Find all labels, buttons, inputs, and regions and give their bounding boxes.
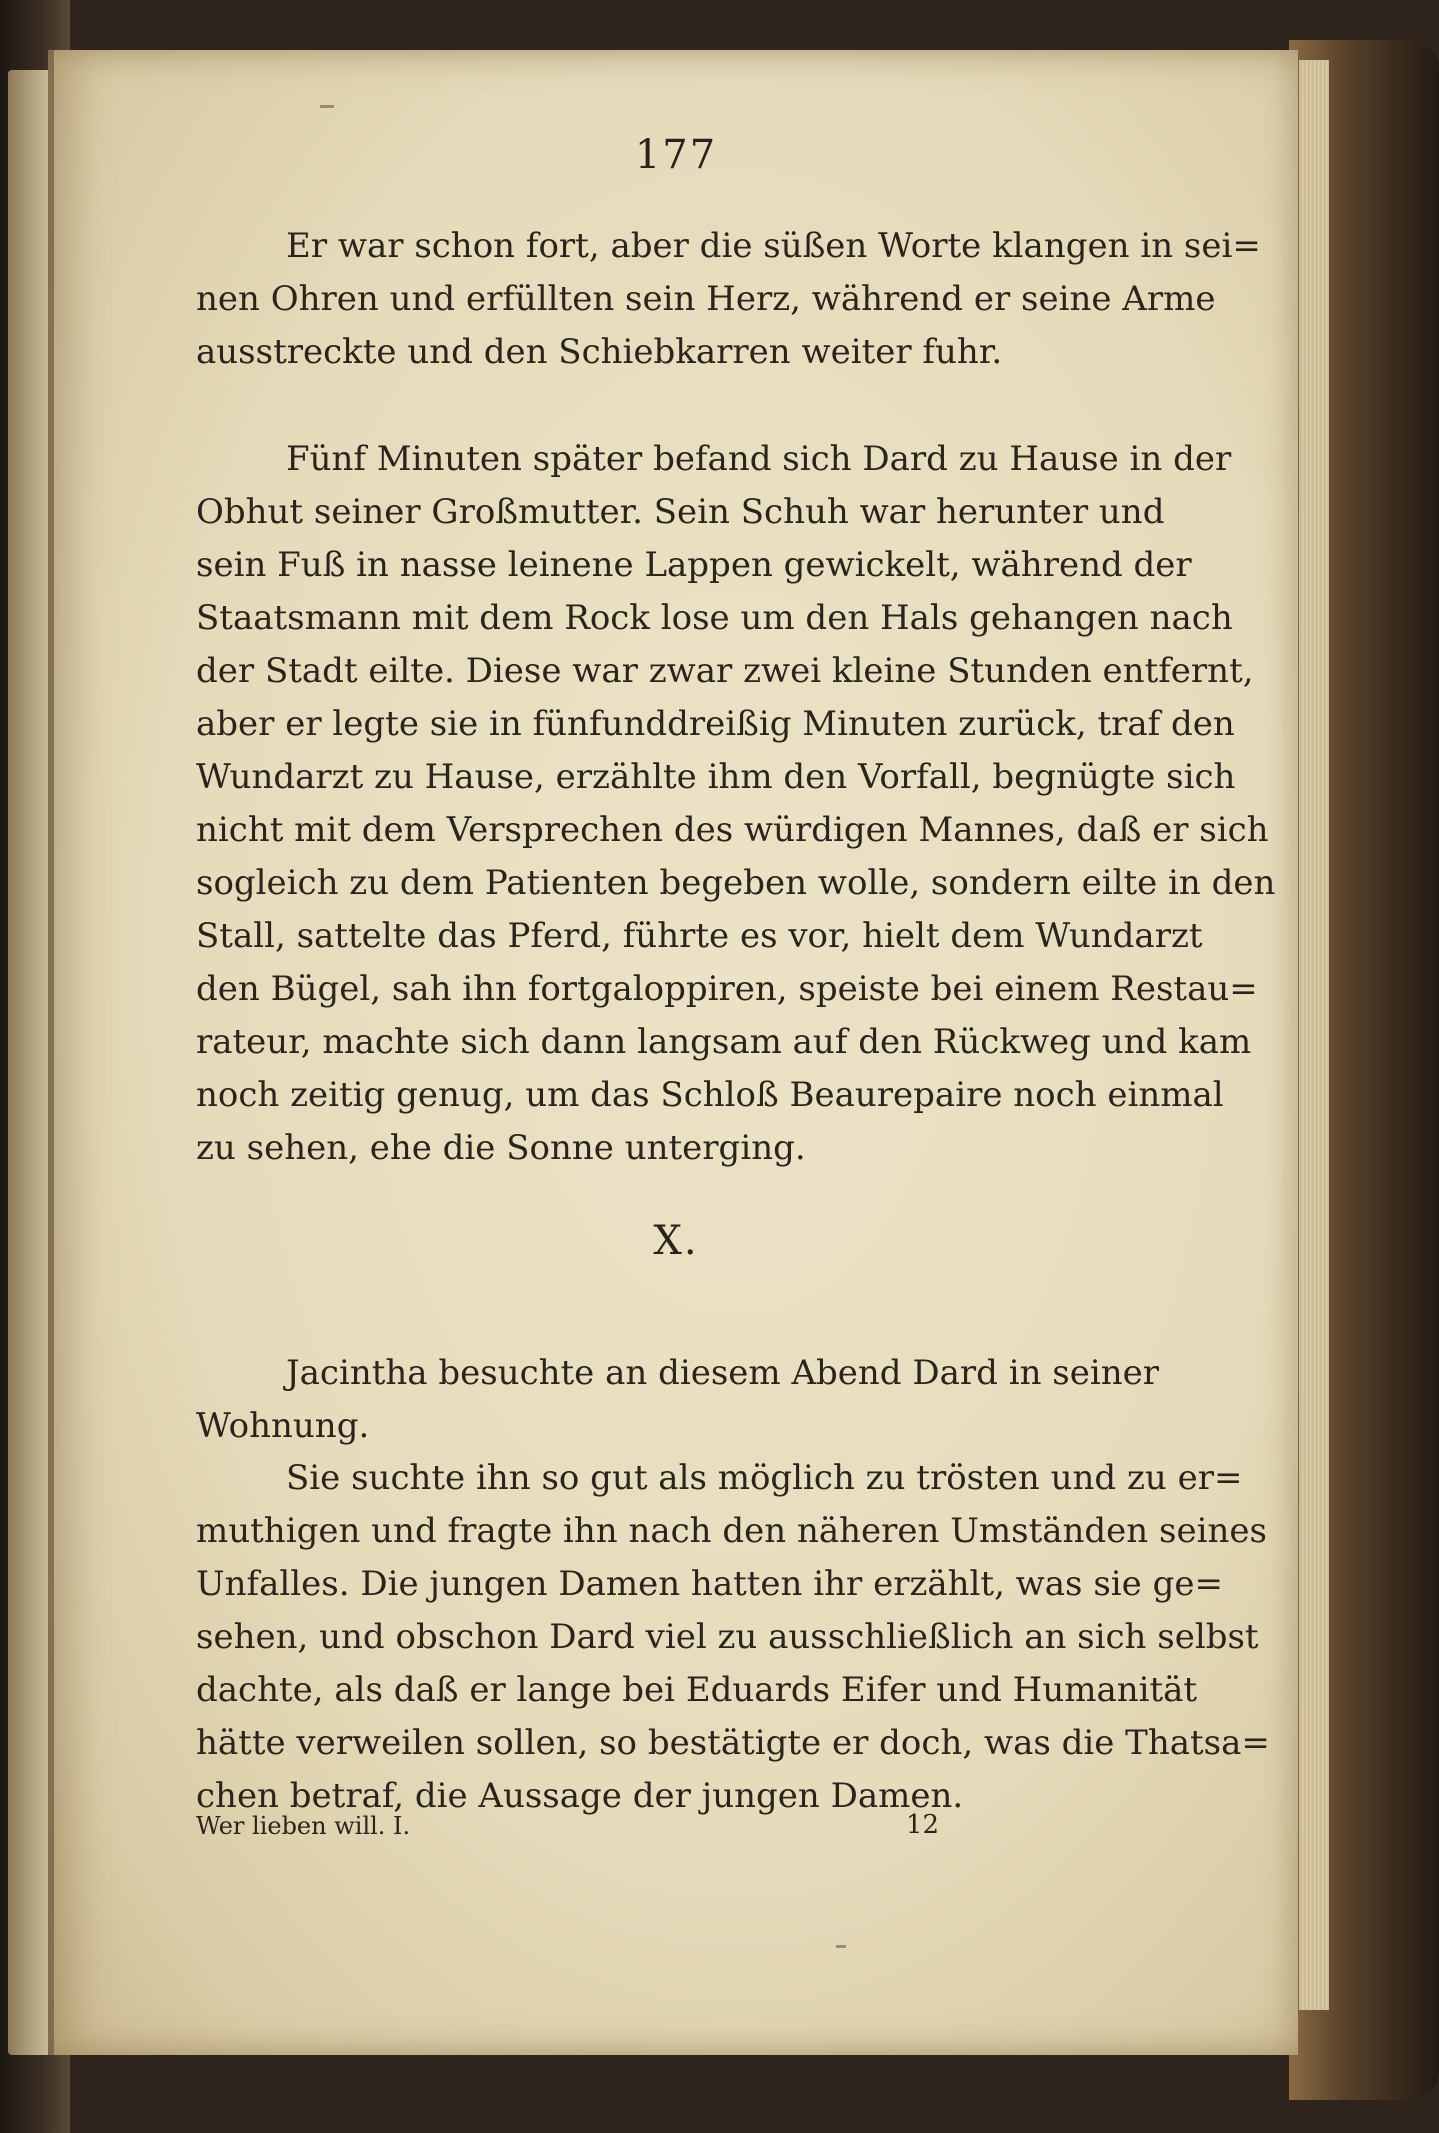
text-line: Stall, sattelte das Pferd, führte es vor, hielt dem Wundarzt (196, 916, 1203, 956)
page-stack-edge (1299, 60, 1329, 2010)
text-line: den Bügel, sah ihn fortgaloppiren, speiste bei einem Restau= (196, 969, 1258, 1009)
text-line: sein Fuß in nasse leinene Lappen gewickelt, während der (196, 545, 1192, 585)
text-line: nen Ohren und erfüllten sein Herz, während er seine Arme (196, 279, 1216, 319)
book-page (48, 50, 1298, 2055)
text-line: Fünf Minuten später befand sich Dard zu Hause in der (286, 439, 1232, 479)
text-line: rateur, machte sich dann langsam auf den Rückweg und kam (196, 1022, 1252, 1062)
paragraph (196, 433, 1276, 1175)
text-line: sogleich zu dem Patienten begeben wolle, sondern eilte in den (196, 863, 1276, 903)
text-line: Er war schon fort, aber die süßen Worte klangen in sei= (286, 226, 1261, 266)
text-line: Jacintha besuchte an diesem Abend Dard in seiner (286, 1353, 1160, 1393)
text-line: Sie suchte ihn so gut als möglich zu trösten und zu er= (286, 1458, 1243, 1498)
paragraph (196, 1452, 1270, 1823)
text-line: ausstreckte und den Schiebkarren weiter fuhr. (196, 332, 1003, 372)
text-line: Obhut seiner Großmutter. Sein Schuh war herunter und (196, 492, 1165, 532)
text-line: sehen, und obschon Dard viel zu ausschließlich an sich selbst (196, 1617, 1259, 1657)
text-line: chen betraf, die Aussage der jungen Damen. (196, 1776, 964, 1816)
text-line: Wundarzt zu Hause, erzählte ihm den Vorfall, begnügte sich (196, 757, 1236, 797)
text-line: hätte verweilen sollen, so bestätigte er doch, was die Thatsa= (196, 1723, 1270, 1763)
chapter-heading: X. (653, 1218, 699, 1264)
text-line: aber er legte sie in fünfunddreißig Minuten zurück, traf den (196, 704, 1235, 744)
text-line: muthigen und fragte ihn nach den näheren Umständen seines (196, 1511, 1267, 1551)
page-number: 177 (634, 132, 718, 178)
ink-speck (320, 105, 334, 108)
text-line: Wohnung. (196, 1406, 370, 1446)
ink-speck (836, 1945, 846, 1948)
text-line: Staatsmann mit dem Rock lose um den Hals gehangen nach (196, 598, 1233, 638)
gutter (48, 50, 54, 2055)
text-line: zu sehen, ehe die Sonne unterging. (196, 1128, 806, 1168)
text-line: noch zeitig genug, um das Schloß Beaurepaire noch einmal (196, 1075, 1224, 1115)
text-line: Unfalles. Die jungen Damen hatten ihr erzählt, was sie ge= (196, 1564, 1223, 1604)
text-line: der Stadt eilte. Diese war zwar zwei kleine Stunden entfernt, (196, 651, 1254, 691)
footer-signature: Wer lieben will. I. (196, 1812, 411, 1840)
paragraph (196, 220, 1261, 379)
paragraph (196, 1347, 1160, 1453)
footer-sheet-number: 12 (906, 1810, 940, 1840)
text-line: nicht mit dem Versprechen des würdigen Mannes, daß er sich (196, 810, 1269, 850)
text-line: dachte, als daß er lange bei Eduards Eifer und Humanität (196, 1670, 1198, 1710)
